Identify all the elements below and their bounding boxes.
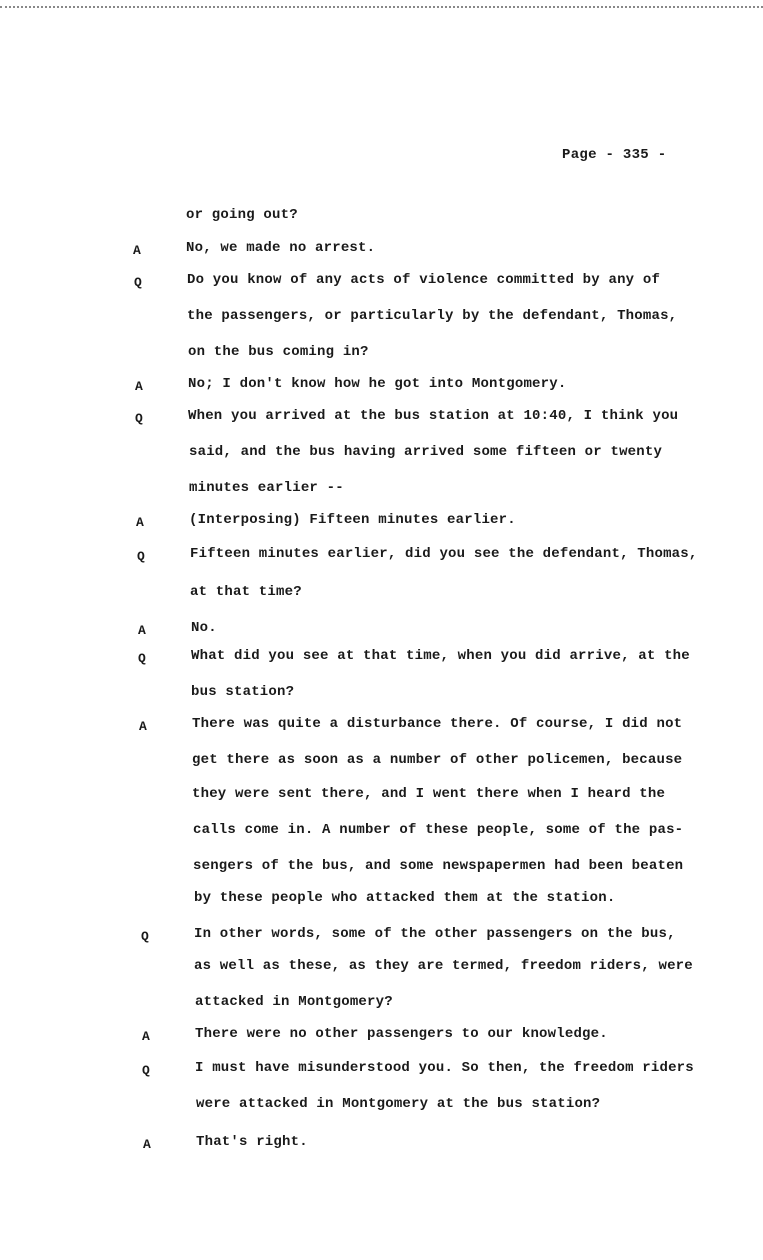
transcript-line: were attacked in Montgomery at the bus station? — [196, 1096, 601, 1112]
transcript-line: In other words, some of the other passengers on the bus, — [194, 926, 676, 942]
transcript-line: bus station? — [191, 684, 295, 700]
speaker-label: Q — [138, 651, 146, 666]
transcript-line: There were no other passengers to our knowledge. — [195, 1026, 608, 1042]
speaker-label: A — [143, 1137, 151, 1152]
transcript-line: No. — [191, 620, 217, 636]
transcript-line: Do you know of any acts of violence committed by any of — [187, 272, 661, 288]
page-number: Page - 335 - — [562, 147, 667, 163]
transcript-line: at that time? — [190, 584, 302, 600]
transcript-line: Fifteen minutes earlier, did you see the defendant, Thomas, — [190, 546, 698, 562]
transcript-line: they were sent there, and I went there when I heard the — [192, 786, 666, 802]
transcript-line: attacked in Montgomery? — [195, 994, 393, 1010]
transcript-line: That's right. — [196, 1134, 308, 1150]
speaker-label: A — [142, 1029, 150, 1044]
transcript-line: I must have misunderstood you. So then, the freedom riders — [195, 1060, 694, 1076]
speaker-label: A — [135, 379, 143, 394]
transcript-line: There was quite a disturbance there. Of course, I did not — [192, 716, 683, 732]
speaker-label: Q — [134, 275, 142, 290]
transcript-line: on the bus coming in? — [188, 344, 369, 360]
transcript-line: by these people who attacked them at the station. — [194, 890, 616, 906]
transcript-line: sengers of the bus, and some newspapermen had been beaten — [193, 858, 684, 874]
transcript-line: said, and the bus having arrived some fifteen or twenty — [189, 444, 663, 460]
transcript-line: minutes earlier -- — [189, 480, 344, 496]
transcript-line: No, we made no arrest. — [186, 240, 376, 256]
transcript-line: the passengers, or particularly by the defendant, Thomas, — [187, 308, 678, 324]
speaker-label: A — [133, 243, 141, 258]
transcript-line: or going out? — [186, 207, 298, 223]
transcript-line: as well as these, as they are termed, freedom riders, were — [194, 958, 693, 974]
transcript-line: get there as soon as a number of other policemen, because — [192, 752, 683, 768]
speaker-label: A — [139, 719, 147, 734]
transcript-line: calls come in. A number of these people, some of the pas- — [193, 822, 684, 838]
speaker-label: Q — [135, 411, 143, 426]
transcript-line: What did you see at that time, when you did arrive, at the — [191, 648, 690, 664]
speaker-label: Q — [137, 549, 145, 564]
speaker-label: Q — [142, 1063, 150, 1078]
speaker-label: Q — [141, 929, 149, 944]
speaker-label: A — [138, 623, 146, 638]
transcript-line: When you arrived at the bus station at 10:40, I think you — [188, 408, 679, 424]
transcript-line: No; I don't know how he got into Montgomery. — [188, 376, 567, 392]
speaker-label: A — [136, 515, 144, 530]
transcript-line: (Interposing) Fifteen minutes earlier. — [189, 512, 516, 528]
page-top-edge — [0, 0, 763, 8]
